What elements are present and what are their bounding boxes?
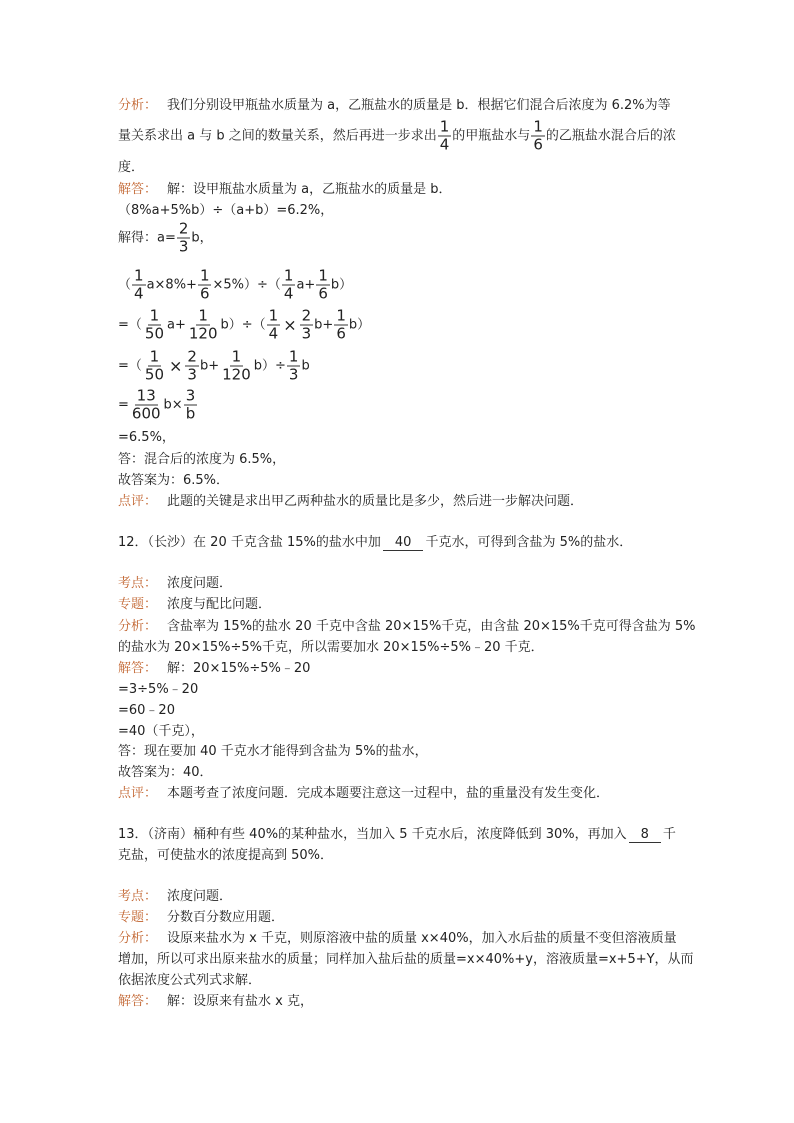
math-text: =6.5%， xyxy=(118,430,175,445)
q11-step-2 xyxy=(118,306,371,343)
math-text: （ xyxy=(118,277,132,292)
fraction xyxy=(282,266,296,303)
denominator: 120 xyxy=(222,365,251,384)
denominator: 600 xyxy=(131,404,161,423)
numerator: 3 xyxy=(185,386,196,405)
fraction xyxy=(132,266,146,303)
numerator: 1 xyxy=(198,306,208,325)
question-text: 千 xyxy=(662,827,676,842)
solution-text: 解：设原来有盐水 x 克， xyxy=(167,994,313,1009)
q12-answer xyxy=(118,743,428,761)
q11-comment-row xyxy=(118,493,583,511)
math-text: =3÷5%﹣20 xyxy=(118,682,199,697)
denominator: 4 xyxy=(268,324,279,343)
q11-step-4 xyxy=(118,386,198,423)
fraction xyxy=(143,306,166,343)
q12-solution-row xyxy=(118,660,310,678)
numerator: 1 xyxy=(149,347,160,366)
denominator: 4 xyxy=(134,284,144,303)
q11-result xyxy=(118,429,175,447)
q13-category-row xyxy=(118,909,284,927)
answer-text: 答：混合后的浓度为 6.5%， xyxy=(118,452,286,467)
fraction xyxy=(187,306,220,343)
q12-analysis-row-2 xyxy=(118,639,544,657)
q11-equation xyxy=(118,202,333,220)
fraction xyxy=(300,306,314,343)
math-text: b）÷（ xyxy=(220,317,266,332)
math-text: =60﹣20 xyxy=(118,703,175,718)
topic-text: 浓度问题． xyxy=(167,576,233,591)
math-text: b） xyxy=(330,277,353,292)
math-text: b） xyxy=(348,317,371,332)
answer-blank: 8 xyxy=(629,827,661,843)
q12-category-row xyxy=(118,596,271,614)
analysis-text: 含盐率为 15%的盐水 20 千克中含盐 20×15%千克，由含盐 20×15%千克可得含盐为 5% xyxy=(167,619,696,634)
denominator: 6 xyxy=(533,135,543,154)
fraction xyxy=(287,347,301,384)
fraction xyxy=(198,266,212,303)
numerator: 2 xyxy=(187,347,197,366)
analysis-text: 的乙瓶盐水混合后的浓 xyxy=(545,128,676,143)
analysis-label: 分析： xyxy=(118,98,158,113)
category-label: 专题： xyxy=(118,597,158,612)
comment-text: 此题的关键是求出甲乙两种盐水的质量比是多少，然后进一步解决问题． xyxy=(167,494,584,509)
question-text: 12．（长沙）在 20 千克含盐 15%的盐水中加 xyxy=(118,535,381,550)
numerator: 1 xyxy=(439,117,450,136)
math-text: a×8%+ xyxy=(146,277,197,292)
analysis-text: 的甲瓶盐水与 xyxy=(452,128,531,143)
numerator: 1 xyxy=(268,306,279,325)
numerator: 1 xyxy=(149,306,160,325)
math-text: =（ xyxy=(118,358,142,373)
denominator: 3 xyxy=(301,324,312,343)
numerator: 2 xyxy=(178,219,189,238)
q13-question-row-2 xyxy=(118,847,333,865)
math-text: = xyxy=(118,397,129,412)
q12-solution-step xyxy=(118,702,175,720)
q11-solution-row xyxy=(118,181,452,199)
analysis-text: 度． xyxy=(118,160,145,175)
fraction xyxy=(220,347,253,384)
analysis-label: 分析： xyxy=(118,619,158,634)
multiply-sign: × xyxy=(169,356,183,375)
equation-text: （8%a+5%b）÷（a+b）=6.2%， xyxy=(118,203,334,218)
topic-label: 考点： xyxy=(118,889,158,904)
q12-topic-row xyxy=(118,575,232,593)
math-text: 解得：a= xyxy=(118,230,176,245)
math-text: a+ xyxy=(296,277,316,292)
q11-answer xyxy=(118,451,285,469)
numerator: 1 xyxy=(283,266,294,285)
analysis-text: 我们分别设甲瓶盐水质量为 a，乙瓶盐水的质量是 b．根据它们混合后浓度为 6.2%为等 xyxy=(167,98,671,113)
q12-comment-row xyxy=(118,785,609,803)
denominator: 3 xyxy=(178,237,189,256)
denominator: 120 xyxy=(188,324,218,343)
q11-analysis-row-2 xyxy=(118,117,676,154)
math-text: b+ xyxy=(199,358,220,373)
math-text: b）÷ xyxy=(253,358,286,373)
comment-text: 本题考查了浓度问题．完成本题要注意这一过程中，盐的重量没有发生变化． xyxy=(167,786,610,801)
fraction xyxy=(438,117,452,154)
numerator: 1 xyxy=(134,266,144,285)
denominator: 50 xyxy=(144,365,164,384)
math-text: b+ xyxy=(314,317,334,332)
math-text: ×5%）÷（ xyxy=(212,277,281,292)
fraction xyxy=(184,386,198,423)
fraction xyxy=(143,347,166,384)
numerator: 1 xyxy=(231,347,242,366)
final-answer-text: 故答案为：40． xyxy=(118,765,213,780)
denominator: b xyxy=(185,404,196,423)
q12-analysis-row xyxy=(118,618,696,636)
q13-question xyxy=(118,826,676,844)
q11-analysis-row xyxy=(118,97,671,115)
category-label: 专题： xyxy=(118,910,158,925)
denominator: 3 xyxy=(288,365,299,384)
q11-step-1 xyxy=(118,266,353,303)
math-text: a+ xyxy=(167,317,186,332)
solution-label: 解答： xyxy=(118,182,158,197)
comment-label: 点评： xyxy=(118,786,158,801)
numerator: 1 xyxy=(318,266,328,285)
q13-analysis-row xyxy=(118,930,677,948)
numerator: 1 xyxy=(533,117,543,136)
topic-label: 考点： xyxy=(118,576,158,591)
math-text: b× xyxy=(163,397,183,412)
q13-analysis-row-2 xyxy=(118,951,694,969)
numerator: 13 xyxy=(136,386,156,405)
fraction xyxy=(531,117,545,154)
numerator: 1 xyxy=(336,306,346,325)
math-text: =40（千克）， xyxy=(118,724,204,739)
final-answer-text: 故答案为：6.5%． xyxy=(118,473,230,488)
denominator: 4 xyxy=(439,135,450,154)
denominator: 6 xyxy=(199,284,210,303)
topic-text: 浓度问题． xyxy=(167,889,233,904)
denominator: 4 xyxy=(283,284,294,303)
q11-final xyxy=(118,472,229,490)
question-text: 克盐，可使盐水的浓度提高到 50%． xyxy=(118,848,334,863)
fraction xyxy=(130,386,163,423)
q13-analysis-row-3 xyxy=(118,972,261,990)
answer-text: 答：现在要加 40 千克水才能得到含盐为 5%的盐水， xyxy=(118,744,428,759)
fraction xyxy=(267,306,281,343)
question-text: 13．（济南）桶种有些 40%的某种盐水，当加入 5 千克水后，浓度降低到 30%，再加入 xyxy=(118,827,627,842)
math-text: b， xyxy=(191,230,213,245)
denominator: 6 xyxy=(336,324,346,343)
q12-question xyxy=(118,534,632,552)
numerator: 1 xyxy=(199,266,210,285)
question-text: 千克水，可得到含盐为 5%的盐水． xyxy=(425,535,633,550)
fraction xyxy=(316,266,330,303)
comment-label: 点评： xyxy=(118,494,158,509)
q13-solution-row xyxy=(118,993,313,1011)
fraction xyxy=(334,306,348,343)
analysis-text: 设原来盐水为 x 千克，则原溶液中盐的质量 x×40%，加入水后盐的质量不变但溶液质量 xyxy=(167,931,677,946)
multiply-sign: × xyxy=(283,315,297,334)
fraction xyxy=(177,219,191,256)
solution-text: 解：20×15%÷5%﹣20 xyxy=(167,661,311,676)
denominator: 50 xyxy=(144,324,164,343)
answer-blank: 40 xyxy=(383,535,424,551)
q11-analysis-row-3 xyxy=(118,159,144,177)
q12-solution-step xyxy=(118,681,198,699)
category-text: 浓度与配比问题． xyxy=(167,597,272,612)
denominator: 6 xyxy=(318,284,328,303)
analysis-text: 依据浓度公式列式求解． xyxy=(118,973,262,988)
solution-text: 解：设甲瓶盐水质量为 a，乙瓶盐水的质量是 b． xyxy=(167,182,452,197)
denominator: 3 xyxy=(187,365,197,384)
math-text: =（ xyxy=(118,317,142,332)
analysis-text: 的盐水为 20×15%÷5%千克，所以需要加水 20×15%÷5%﹣20 千克． xyxy=(118,640,544,655)
numerator: 1 xyxy=(288,347,299,366)
analysis-text: 量关系求出 a 与 b 之间的数量关系，然后再进一步求出 xyxy=(118,128,437,143)
solution-label: 解答： xyxy=(118,661,158,676)
q11-solved-ratio xyxy=(118,219,213,256)
analysis-label: 分析： xyxy=(118,931,158,946)
numerator: 2 xyxy=(301,306,312,325)
math-text: b xyxy=(301,358,310,373)
fraction xyxy=(185,347,199,384)
category-text: 分数百分数应用题． xyxy=(167,910,285,925)
analysis-text: 增加，所以可求出原来盐水的质量；同样加入盐后盐的质量=x×40%+y，溶液质量=x+5+Y，从而 xyxy=(118,952,694,967)
solution-label: 解答： xyxy=(118,994,158,1009)
q11-step-3 xyxy=(118,347,310,384)
q12-final xyxy=(118,764,213,782)
q13-topic-row xyxy=(118,888,232,906)
q12-solution-step xyxy=(118,723,204,741)
